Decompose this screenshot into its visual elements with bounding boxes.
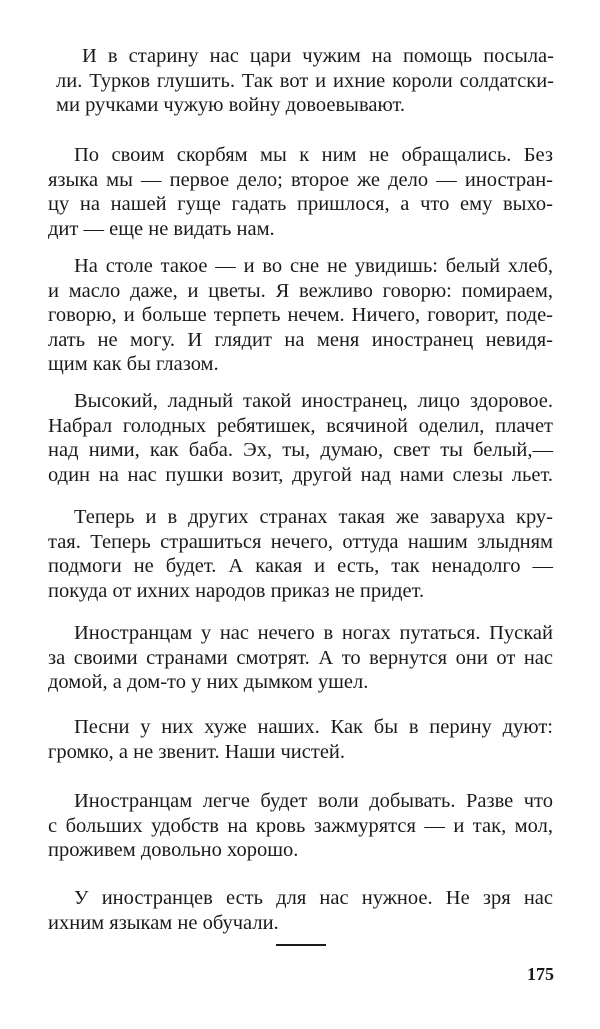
page-number: 175 (527, 964, 554, 984)
paragraph-line: Теперь и в других странах такая же заваруха кру- (74, 506, 553, 528)
paragraph-line: Высокий, ладный такой иностранец, лицо здоровое. (74, 390, 553, 412)
paragraph-6 (48, 621, 553, 695)
paragraph-line: ихним языкам не обучали. (48, 911, 279, 934)
paragraph-line: Иностранцам у нас нечего в ногах путаться. Пускай (74, 622, 553, 644)
paragraph-line: домой, а дом-то у них дымком ушел. (48, 671, 369, 693)
paragraph-line: И в старину нас цари чужим на помощь посыла- (82, 45, 554, 67)
paragraph-line: Песни у них хуже наших. Как бы в перину дуют: (74, 716, 553, 738)
paragraph-3 (48, 254, 553, 377)
paragraph-line: один на нас пушки возит, другой над нами слезы льет. (48, 463, 553, 486)
paragraph-line: за своими странами смотрят. А то вернутся они от нас (48, 646, 553, 669)
paragraph-9 (48, 886, 553, 935)
paragraph-line: проживем довольно хорошо. (48, 839, 299, 861)
section-divider (276, 944, 326, 946)
paragraph-line: языка мы — первое дело; второе же дело — иностран- (48, 168, 553, 191)
paragraph-line: над ними, как баба. Эх, ты, думаю, свет ты белый,— (48, 439, 553, 461)
paragraph-line: тая. Теперь страшиться нечего, оттуда нашим злыдням (48, 530, 553, 553)
paragraph-2 (48, 143, 553, 241)
paragraph-line: покуда от ихних народов приказ не придет. (48, 579, 425, 602)
paragraph-line: и масло даже, и цветы. Я вежливо говорю: помираем, (48, 279, 553, 302)
paragraph-line: подмоги не будет. А какая и есть, так ненадолго — (48, 555, 553, 577)
paragraph-line: На столе такое — и во сне не увидишь: белый хлеб, (74, 255, 553, 277)
paragraph-line: говорю, и больше терпеть нечем. Ничего, говорит, поде- (48, 304, 553, 326)
paragraph-line: По своим скорбям мы к ним не обращались. Без (74, 144, 553, 166)
paragraph-1 (56, 44, 554, 118)
paragraph-line: щим как бы глазом. (48, 353, 219, 375)
paragraph-line: У иностранцев есть для нас нужное. Не зря нас (74, 887, 553, 909)
paragraph-5 (48, 505, 553, 603)
paragraph-line: громко, а не звенит. Наши чистей. (48, 740, 346, 763)
paragraph-line: ми ручками чужую войну довоевывают. (56, 94, 406, 116)
paragraph-line: лать не могу. И глядит на меня иностранец невидя- (48, 328, 553, 351)
paragraph-line: с больших удобств на кровь зажмурятся — и так, мол, (48, 814, 553, 837)
paragraph-line: Иностранцам легче будет воли добывать. Разве что (74, 790, 553, 812)
paragraph-8 (48, 789, 553, 863)
paragraph-7 (48, 715, 553, 764)
paragraph-line: дит — еще не видать нам. (48, 217, 275, 240)
paragraph-line: ли. Турков глушить. Так вот и ихние короли солдатски- (56, 69, 554, 92)
paragraph-line: цу на нашей гуще гадать пришлося, а что ему выхо- (48, 193, 553, 215)
paragraph-4 (48, 389, 553, 487)
paragraph-line: Набрал голодных ребятишек, всячиной оделил, плачет (48, 414, 553, 437)
